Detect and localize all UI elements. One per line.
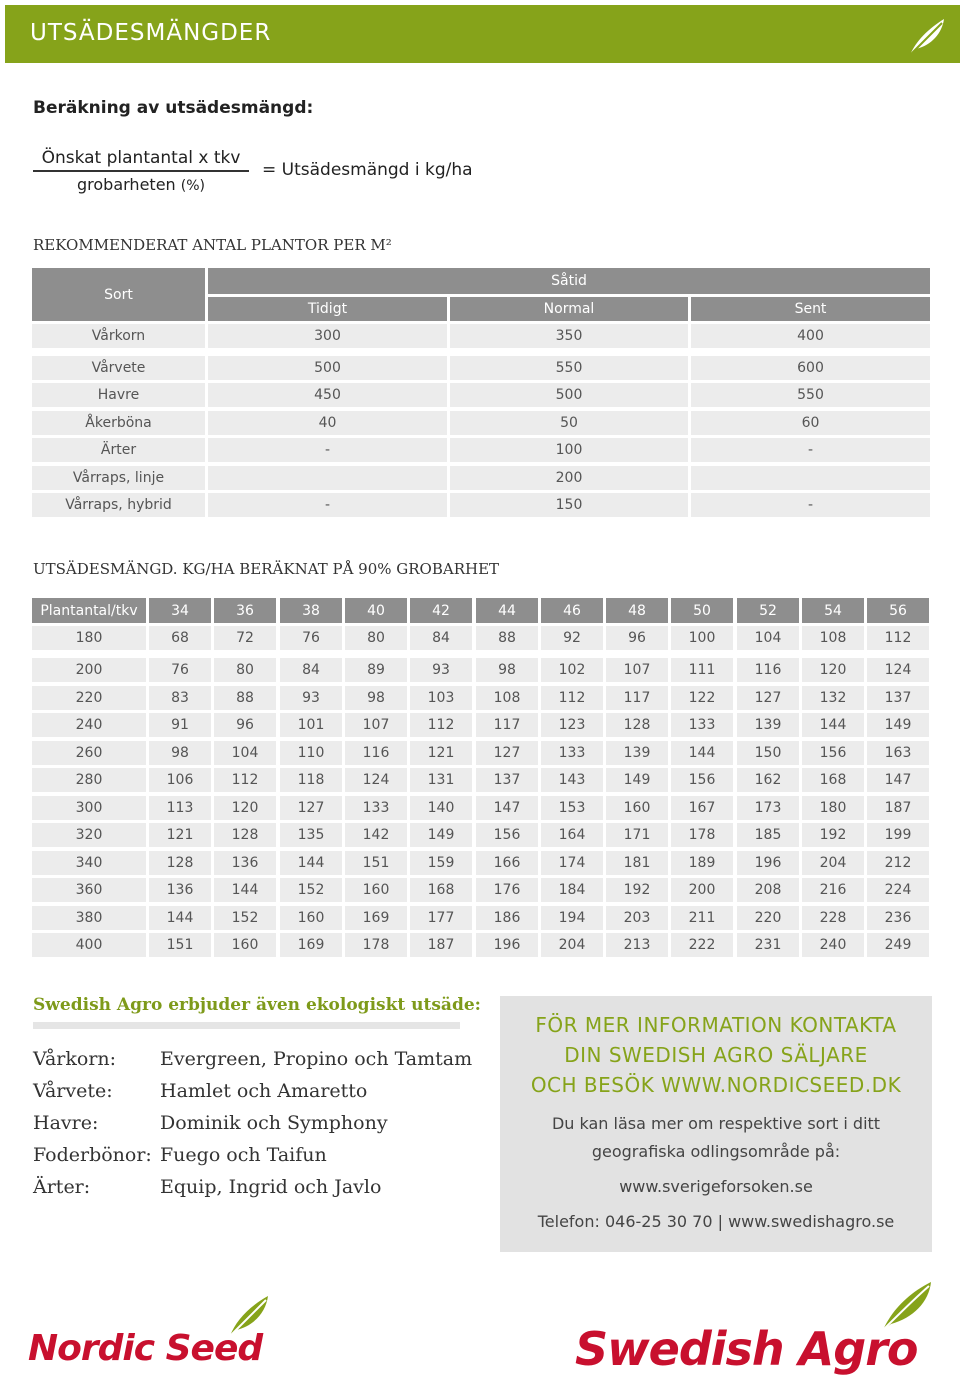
table-cell: 150 <box>737 741 799 765</box>
table-header-col: 42 <box>410 598 472 623</box>
table-cell: 280 <box>32 768 146 792</box>
page-title: UTSÄDESMÄNGDER <box>30 20 272 46</box>
table-cell: Vårraps, linje <box>32 466 205 490</box>
eco-item-varieties: Dominik och Symphony <box>160 1112 388 1134</box>
table-cell: 137 <box>867 686 929 710</box>
table-cell: 220 <box>32 686 146 710</box>
table-cell: 200 <box>671 878 733 902</box>
table-cell: 450 <box>208 383 447 407</box>
table-cell: 122 <box>671 686 733 710</box>
table-cell: Åkerböna <box>32 411 205 435</box>
info-headline-line: FÖR MER INFORMATION KONTAKTA <box>535 1013 897 1037</box>
table-cell: 178 <box>345 933 407 957</box>
table-cell: 222 <box>671 933 733 957</box>
table-cell: 98 <box>345 686 407 710</box>
swedish-agro-logo <box>575 1278 945 1388</box>
eco-item-varieties: Hamlet och Amaretto <box>160 1080 368 1102</box>
table-cell: 133 <box>671 713 733 737</box>
table-cell: 120 <box>214 796 276 820</box>
table-cell: 162 <box>737 768 799 792</box>
table-cell: 550 <box>450 356 688 380</box>
eco-item-label: Havre: <box>33 1112 99 1134</box>
table-cell: 110 <box>280 741 342 765</box>
table-cell: 144 <box>802 713 864 737</box>
table-cell: 200 <box>450 466 688 490</box>
denominator-unit: (%) <box>180 178 205 194</box>
table-cell: 132 <box>802 686 864 710</box>
table-cell: 160 <box>214 933 276 957</box>
table-cell: 159 <box>410 851 472 875</box>
table-cell: 93 <box>410 658 472 682</box>
table-header-col: 52 <box>737 598 799 623</box>
table-cell: 76 <box>149 658 211 682</box>
table-cell: 100 <box>450 438 688 462</box>
table-cell: 133 <box>541 741 603 765</box>
table-cell: 500 <box>208 356 447 380</box>
eco-item-label: Vårvete: <box>33 1080 113 1102</box>
table-cell: 147 <box>476 796 538 820</box>
table-cell: 144 <box>214 878 276 902</box>
table-cell: 550 <box>691 383 930 407</box>
table-header-col: 44 <box>476 598 538 623</box>
table-cell: 96 <box>214 713 276 737</box>
table-cell: 240 <box>802 933 864 957</box>
table-cell: 92 <box>541 626 603 650</box>
table-cell: 600 <box>691 356 930 380</box>
table-cell: 176 <box>476 878 538 902</box>
table-cell <box>691 466 930 490</box>
table-header-col: 40 <box>345 598 407 623</box>
table-cell: 178 <box>671 823 733 847</box>
table-cell: 102 <box>541 658 603 682</box>
table-cell: 84 <box>280 658 342 682</box>
table-cell: 128 <box>214 823 276 847</box>
table-cell: 228 <box>802 906 864 930</box>
table-cell: 150 <box>450 493 688 517</box>
table-cell: 112 <box>867 626 929 650</box>
table-cell: 196 <box>737 851 799 875</box>
table-header-col: Plantantal/tkv <box>32 598 146 623</box>
table-cell: 113 <box>149 796 211 820</box>
table-cell: 360 <box>32 878 146 902</box>
table-cell: 260 <box>32 741 146 765</box>
table-cell: 80 <box>214 658 276 682</box>
table-cell: 203 <box>606 906 668 930</box>
table-cell: 166 <box>476 851 538 875</box>
table-cell: 103 <box>410 686 472 710</box>
table-cell: 152 <box>214 906 276 930</box>
table-cell: 200 <box>32 658 146 682</box>
table-cell: 216 <box>802 878 864 902</box>
table-cell: 143 <box>541 768 603 792</box>
table-cell: 186 <box>476 906 538 930</box>
table-cell: 240 <box>32 713 146 737</box>
table-cell: 169 <box>345 906 407 930</box>
table-cell: 123 <box>541 713 603 737</box>
table-cell: 111 <box>671 658 733 682</box>
table-header-col: 54 <box>802 598 864 623</box>
table-cell: 80 <box>345 626 407 650</box>
table-cell: 124 <box>345 768 407 792</box>
table-cell: 236 <box>867 906 929 930</box>
table-cell: 156 <box>671 768 733 792</box>
table-cell: 151 <box>149 933 211 957</box>
table-cell: 144 <box>149 906 211 930</box>
table-cell: 131 <box>410 768 472 792</box>
table-cell: 72 <box>214 626 276 650</box>
table-cell: 196 <box>476 933 538 957</box>
table-cell: 140 <box>410 796 472 820</box>
table-cell: 500 <box>450 383 688 407</box>
table-header-col: Sent <box>691 297 930 321</box>
table-cell: 128 <box>149 851 211 875</box>
table-cell: 144 <box>671 741 733 765</box>
table-cell: 156 <box>476 823 538 847</box>
table-cell: 93 <box>280 686 342 710</box>
table-cell: 117 <box>606 686 668 710</box>
table-cell: 101 <box>280 713 342 737</box>
contact-line[interactable]: Telefon: 046-25 30 70 | www.swedishagro.se <box>537 1212 895 1231</box>
eco-item-varieties: Equip, Ingrid och Javlo <box>160 1176 382 1198</box>
table-header-col: 38 <box>280 598 342 623</box>
table-header-col: 34 <box>149 598 211 623</box>
table-cell: 224 <box>867 878 929 902</box>
table-cell: 76 <box>280 626 342 650</box>
table-cell: 106 <box>149 768 211 792</box>
table-cell: 380 <box>32 906 146 930</box>
eco-item-label: Ärter: <box>33 1176 91 1198</box>
table-cell: 144 <box>280 851 342 875</box>
table-cell: 124 <box>867 658 929 682</box>
table-cell: 163 <box>867 741 929 765</box>
table-cell: 249 <box>867 933 929 957</box>
table-cell: - <box>691 438 930 462</box>
table-cell: 340 <box>32 851 146 875</box>
table-cell: 133 <box>345 796 407 820</box>
info-headline <box>500 1010 932 1100</box>
table-cell: 116 <box>737 658 799 682</box>
table-cell: 88 <box>214 686 276 710</box>
table-cell: 169 <box>280 933 342 957</box>
table-cell: 164 <box>541 823 603 847</box>
table-cell: 400 <box>32 933 146 957</box>
table-cell: 136 <box>149 878 211 902</box>
table-cell: 112 <box>541 686 603 710</box>
table-cell: 180 <box>32 626 146 650</box>
table-header-col: Tidigt <box>208 297 447 321</box>
table-cell: 160 <box>280 906 342 930</box>
table-cell: 127 <box>280 796 342 820</box>
info-headline-line: DIN SWEDISH AGRO SÄLJARE <box>564 1043 868 1067</box>
table-cell: 108 <box>802 626 864 650</box>
table-cell: 135 <box>280 823 342 847</box>
table-cell: 173 <box>737 796 799 820</box>
table-cell: 89 <box>345 658 407 682</box>
calc-title: Beräkning av utsädesmängd: <box>33 98 314 118</box>
formula-fraction <box>33 148 249 194</box>
table-header-col: 36 <box>214 598 276 623</box>
table-cell: 50 <box>450 411 688 435</box>
table-header-col: Normal <box>450 297 688 321</box>
table-cell: - <box>208 438 447 462</box>
table-cell: 98 <box>476 658 538 682</box>
table-cell: 350 <box>450 324 688 348</box>
eco-title: Swedish Agro erbjuder även ekologiskt utsäde: <box>33 995 481 1015</box>
table-cell: 213 <box>606 933 668 957</box>
table-cell: 208 <box>737 878 799 902</box>
table-cell: 104 <box>737 626 799 650</box>
eco-divider <box>33 1022 460 1029</box>
table-cell: 107 <box>606 658 668 682</box>
info-box <box>500 996 932 1252</box>
table-header-col: 46 <box>541 598 603 623</box>
table-cell: 400 <box>691 324 930 348</box>
table-cell: 212 <box>867 851 929 875</box>
table-cell: 231 <box>737 933 799 957</box>
table-cell: 149 <box>867 713 929 737</box>
table-cell: 199 <box>867 823 929 847</box>
table-cell: 121 <box>149 823 211 847</box>
table-cell <box>208 466 447 490</box>
page-header <box>5 5 960 63</box>
table-cell: 142 <box>345 823 407 847</box>
table-cell: - <box>208 493 447 517</box>
table-cell: 204 <box>802 851 864 875</box>
table-cell: 149 <box>410 823 472 847</box>
table-cell: 137 <box>476 768 538 792</box>
table-cell: 151 <box>345 851 407 875</box>
table2-title: UTSÄDESMÄNGD. KG/HA BERÄKNAT PÅ 90% GROBARHET <box>33 560 500 578</box>
table-cell: 152 <box>280 878 342 902</box>
table-cell: Ärter <box>32 438 205 462</box>
table-cell: Vårvete <box>32 356 205 380</box>
table-cell: 112 <box>214 768 276 792</box>
table-cell: 91 <box>149 713 211 737</box>
table-cell: 88 <box>476 626 538 650</box>
table-cell: 112 <box>410 713 472 737</box>
table-cell: 120 <box>802 658 864 682</box>
table-cell: 116 <box>345 741 407 765</box>
table-cell: 168 <box>802 768 864 792</box>
table-cell: 174 <box>541 851 603 875</box>
table-cell: 180 <box>802 796 864 820</box>
table-cell: 194 <box>541 906 603 930</box>
table-header-col: 50 <box>671 598 733 623</box>
table-cell: 192 <box>606 878 668 902</box>
table-cell: 160 <box>345 878 407 902</box>
table-cell: 107 <box>345 713 407 737</box>
table-cell: 84 <box>410 626 472 650</box>
table-cell: 40 <box>208 411 447 435</box>
table-cell: 118 <box>280 768 342 792</box>
table-header-satid: Såtid <box>208 268 930 294</box>
eco-item-varieties: Evergreen, Propino och Tamtam <box>160 1048 473 1070</box>
table-cell: Vårraps, hybrid <box>32 493 205 517</box>
sverigeforsoken-link[interactable]: www.sverigeforsoken.se <box>619 1177 813 1196</box>
table-cell: 83 <box>149 686 211 710</box>
table-cell: 139 <box>606 741 668 765</box>
table-cell: 181 <box>606 851 668 875</box>
table-cell: 128 <box>606 713 668 737</box>
table-cell: 104 <box>214 741 276 765</box>
table-cell: 121 <box>410 741 472 765</box>
formula-denominator <box>33 172 249 194</box>
formula-numerator: Önskat plantantal x tkv <box>33 148 249 172</box>
table-cell: 192 <box>802 823 864 847</box>
table-cell: 220 <box>737 906 799 930</box>
table-cell: 300 <box>208 324 447 348</box>
table-cell: - <box>691 493 930 517</box>
table-cell: 211 <box>671 906 733 930</box>
table-header-col: 56 <box>867 598 929 623</box>
table-cell: 187 <box>410 933 472 957</box>
table-cell: 98 <box>149 741 211 765</box>
table-cell: 60 <box>691 411 930 435</box>
table-cell: 147 <box>867 768 929 792</box>
leaf-icon <box>902 15 948 59</box>
table-cell: 153 <box>541 796 603 820</box>
table-cell: 185 <box>737 823 799 847</box>
eco-item-varieties: Fuego och Taifun <box>160 1144 327 1166</box>
info-headline-line: OCH BESÖK WWW.NORDICSEED.DK <box>530 1073 902 1097</box>
table-cell: 320 <box>32 823 146 847</box>
table-cell: 127 <box>737 686 799 710</box>
table-cell: 68 <box>149 626 211 650</box>
table-cell: 187 <box>867 796 929 820</box>
table-cell: 177 <box>410 906 472 930</box>
table-cell: Havre <box>32 383 205 407</box>
table-cell: 171 <box>606 823 668 847</box>
eco-item-label: Vårkorn: <box>33 1048 117 1070</box>
table-cell: 160 <box>606 796 668 820</box>
table-header-sort: Sort <box>32 268 205 321</box>
table-cell: 136 <box>214 851 276 875</box>
table1-title: REKOMMENDERAT ANTAL PLANTOR PER M² <box>33 236 392 254</box>
nordic-seed-logo <box>28 1290 278 1380</box>
table-cell: 156 <box>802 741 864 765</box>
table-cell: 189 <box>671 851 733 875</box>
table-cell: 300 <box>32 796 146 820</box>
table-cell: 139 <box>737 713 799 737</box>
table-cell: 167 <box>671 796 733 820</box>
table-header-col: 48 <box>606 598 668 623</box>
table-cell: 127 <box>476 741 538 765</box>
eco-item-label: Foderbönor: <box>33 1144 152 1166</box>
swedish-agro-wordmark: Swedish Agro <box>575 1322 918 1376</box>
table-cell: 108 <box>476 686 538 710</box>
table-cell: 117 <box>476 713 538 737</box>
denominator-text: grobarheten <box>77 175 176 194</box>
table-cell: 184 <box>541 878 603 902</box>
formula-result: = Utsädesmängd i kg/ha <box>262 160 473 180</box>
table-cell: 149 <box>606 768 668 792</box>
info-text-line: Du kan läsa mer om respektive sort i ditt <box>551 1114 881 1133</box>
table-cell: 96 <box>606 626 668 650</box>
table-cell: 100 <box>671 626 733 650</box>
table-cell: 204 <box>541 933 603 957</box>
table-cell: Vårkorn <box>32 324 205 348</box>
table-cell: 168 <box>410 878 472 902</box>
nordic-seed-wordmark: Nordic Seed <box>28 1328 263 1369</box>
info-text-line: geografiska odlingsområde på: <box>591 1142 841 1161</box>
